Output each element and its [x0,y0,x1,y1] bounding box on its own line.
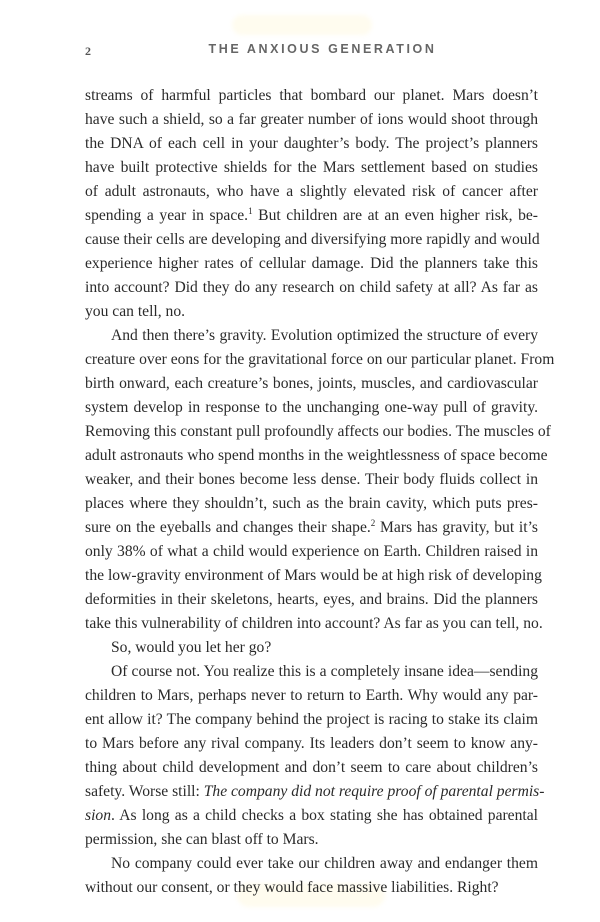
text-line: No company could ever take our children away and endanger them [111,855,538,872]
text-line: places where they shouldn’t, such as the brain cavity, which puts pres- [85,495,538,512]
running-head [85,42,538,62]
paragraph-1 [85,84,538,324]
text-line: birth onward, each creature’s bones, joints, muscles, and cardiovascular [85,375,538,392]
paragraph-4 [85,660,545,852]
footnote-marker[interactable]: 1 [248,206,253,216]
body-text [85,84,555,900]
italic-emphasis: The company did not require proof of parental permis- [203,783,545,800]
text-line: you can tell, no. [85,303,186,320]
text-line: adult astronauts who spend months in the weightlessness of space become [85,447,548,464]
text-line [85,516,538,540]
text-line: ent allow it? The company behind the project is racing to stake its claim [85,711,538,728]
text-line: streams of harmful particles that bombard our planet. Mars doesn’t [85,87,538,104]
text-line: without our consent, or they would face massive liabilities. Right? [85,879,499,896]
text-line: weaker, and their bones become less dense. Their body fluids collect in [85,471,538,488]
text-line: cause their cells are developing and diversifying more rapidly and would [85,231,540,248]
text-line: thing about child development and don’t seem to care about children’s [85,759,538,776]
text-line: into account? Did they do any research on child safety at all? As far as [85,279,538,296]
page-number: 2 [85,44,91,58]
text-line [85,204,538,228]
text-fragment: safety. Worse still: [85,783,204,800]
text-fragment: spending a year in space. [85,207,249,224]
text-line: have such a shield, so a far greater number of ions would shoot through [85,111,538,128]
text-line: the low-gravity environment of Mars would be at high risk of developing [85,567,542,584]
text-line: system develop in response to the unchanging one-way pull of gravity. [85,399,538,416]
page-smudge-top [232,15,372,35]
text-line: experience higher rates of cellular damage. Did the planners take this [85,255,538,272]
paragraph-2 [85,324,555,636]
text-line: So, would you let her go? [111,639,272,656]
text-fragment: sure on the eyeballs and changes their shape. [85,519,371,536]
book-title: THE ANXIOUS GENERATION [208,42,437,56]
paragraph-5 [85,852,538,900]
text-fragment: Mars has gravity, but it’s [375,519,538,536]
footnote-marker[interactable]: 2 [370,518,376,528]
text-line: of adult astronauts, who have a slightly elevated risk of cancer after [85,183,538,200]
text-line: take this vulnerability of children into account? As far as you can tell, no. [85,615,543,632]
italic-emphasis: sion [85,807,111,824]
text-line: And then there’s gravity. Evolution optimized the structure of every [111,327,538,344]
text-line [85,804,538,828]
paragraph-3 [85,636,538,660]
text-line: creature over eons for the gravitational force on our particular planet. From [85,351,555,368]
text-line: to Mars before any rival company. Its leaders don’t seem to know any- [85,735,538,752]
text-fragment: But children are at an even higher risk, be- [252,207,538,224]
text-line: only 38% of what a child would experience on Earth. Children raised in [85,543,538,560]
text-line: children to Mars, perhaps never to return to Earth. Why would any par- [85,687,538,704]
text-fragment: . As long as a child checks a box stating she has obtained parental [111,807,538,824]
text-line: permission, she can blast off to Mars. [85,831,319,848]
text-line: have built protective shields for the Mars settlement based on studies [85,159,538,176]
text-line [85,780,545,804]
text-line: Of course not. You realize this is a completely insane idea—sending [111,663,538,680]
text-line: Removing this constant pull profoundly affects our bodies. The muscles of [85,423,551,440]
text-line: deformities in their skeletons, hearts, eyes, and brains. Did the planners [85,591,538,608]
text-line: the DNA of each cell in your daughter’s body. The project’s planners [85,135,538,152]
